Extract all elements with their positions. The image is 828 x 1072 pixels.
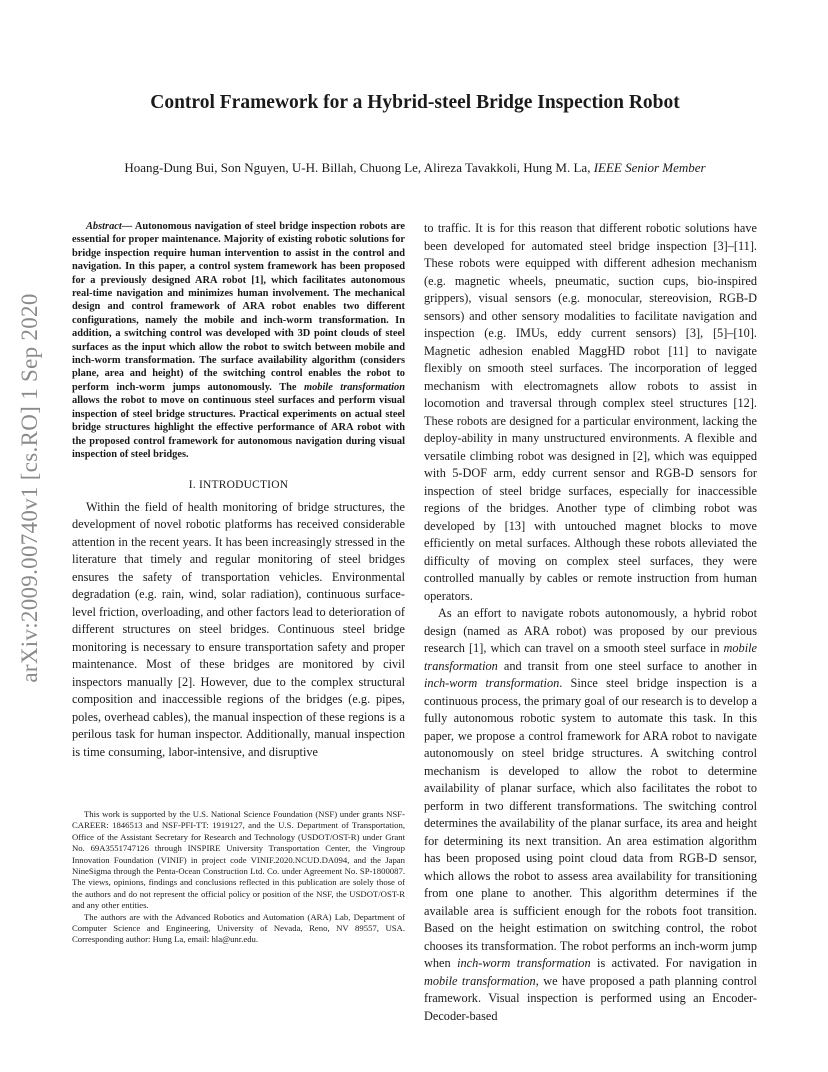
abstract-emphasis: mobile transformation xyxy=(303,381,405,393)
section-heading-introduction: I. INTRODUCTION xyxy=(188,479,289,492)
text-run: , we have proposed a path planning control framework. Visual inspection is performed using an Encoder-Decoder-based xyxy=(424,973,757,1023)
text-run: As an effort to navigate robots autonomously, a hybrid robot design (named as ARA robot) was proposed by our previous research [1], which can travel on a smooth steel surface in xyxy=(424,606,757,655)
text-run: is activated. For navigation in xyxy=(590,956,757,970)
body-paragraph-2 xyxy=(424,605,757,1025)
abstract-text-1: Autonomous navigation of steel bridge inspection robots are essential for proper maintenance. Majority of existing robotic solutions for bridge inspection require human intervention to assist in the control and navigation. In this paper, a control system framework has been proposed for a previously designed ARA robot [1], which facilitates autonomous real-time navigation and minimizes human involvement. The mechanical design and control framework of ARA robot enables two different configurations, namely the mobile and inch-worm transformation. In addition, a switching control was developed with 3D point clouds of steel surfaces as the input which allow the robot to switch between mobile and inch-worm transformation. The surface availability algorithm (considers plane, area and height) of the switching control enables the robot to perform inch-worm jumps autonomously. The xyxy=(72,221,405,393)
emphasis: inch-worm transformation xyxy=(424,676,560,690)
footnote-funding: This work is supported by the U.S. National Science Foundation (NSF) under grants NSF-CAREER: 1846513 and NSF-PFI-TT: 1919127, and the U.S. Department of Transportation, Office of the Assistant Secretary for Research and Technology (USDOT/OST-R) under Grant No. 69A3551747126 through INSPIRE University Transportation Center, the Vingroup Innovation Foundation (VINIF) in project code VINIF.2020.NCUD.DA094, and the Japan NineSigma through the Penta-Ocean Construction Ltd. Co. under Agreement No. SP-1800087. The views, opinions, findings and conclusions reflected in this publication are solely those of the authors and do not represent the official policy or position of the NSF, the USDOT/OST-R and any other entities. xyxy=(72,809,405,911)
author-names: Hoang-Dung Bui, Son Nguyen, U-H. Billah, Chuong Le, Alireza Tavakkoli, Hung M. La, xyxy=(124,160,591,175)
paper-title: Control Framework for a Hybrid-steel Bridge Inspection Robot xyxy=(150,92,680,113)
body-paragraph-1: to traffic. It is for this reason that different robotic solutions have been developed for automated steel bridge inspection [3]–[11]. These robots were equipped with different adhesion mechanism (e.g. magnetic wheels, pneumatic, suction cups, bio-inspired grippers), visual sensors (e.g. monocular, stereovision, RGB-D sensors) and other sensory modalities to facilitate navigation and inspection (e.g. IMUs, eddy current sensors) [3], [5]–[10]. Magnetic adhesion enabled MaggHD robot [11] to navigate flexibly on smooth steel surfaces. The incorporation of legged mechanism with electromagnets allow robots to assist in locomotion and traversal through complex steel structures [12]. These robots are designed for a particular environment, lacking the deploy-ability in many unstructured environments. A flexible and versatile climbing robot was designed in [2], which was equipped with 5-DOF arm, eddy current sensor and RGB-D sensors for inspection of steel bridge surfaces, especially for inaccessible regions of the bridges. Another type of climbing robot was developed by [13] with untouched magnet blocks to move efficiently on metal surfaces. Although these robots alleviated the difficulty of moving on complex steel surfaces, they were controlled manually by cables or remote instruction from human operators. xyxy=(424,221,757,603)
left-column xyxy=(72,220,405,761)
footnote-affiliation: The authors are with the Advanced Robotics and Automation (ARA) Lab, Department of Computer Science and Engineering, University of Nevada, Reno, NV 89557, USA. Corresponding author: Hung La, email: hla@unr.edu. xyxy=(72,911,405,945)
intro-paragraph: Within the field of health monitoring of bridge structures, the development of novel robotic platforms has received considerable attention in the recent years. It has been increasingly stressed in the literature that timely and regular monitoring of steel bridges ensures the safety of transportation vehicles. Environmental degradation (e.g. rain, wind, solar radiation), continuous surface-level friction, overloading, and other factors lead to deterioration of different structures on steel bridges. Continuous steel bridge monitoring is necessary to ensure transportation safety and proper maintenance. Most of these bridges are monitored by civil inspectors manually [2]. However, due to the complex structural composition and inaccessible regions of the bridges (e.g. pipes, poles, overhead cables), the manual inspection of these regions is a perilous task for human inspector. Additionally, manual inspection is time consuming, labor-intensive, and disruptive xyxy=(72,499,405,759)
abstract-text-2: allows the robot to move on continuous steel surfaces and perform visual inspection of steel bridge structures. Practical experiments on actual steel bridge structures highlight the effective performance of ARA robot with the proposed control framework for autonomous navigation during visual inspection of steel bridges. xyxy=(72,395,405,460)
emphasis: mobile transformation xyxy=(424,641,757,673)
emphasis: mobile transformation xyxy=(424,973,536,988)
emphasis: inch-worm transformation xyxy=(457,956,591,970)
abstract xyxy=(72,220,405,461)
footnotes xyxy=(72,809,405,946)
author-list xyxy=(40,160,790,176)
text-run: . Since steel bridge inspection is a continuous process, the primary goal of our research is to develop a fully autonomous robotic system to automate this task. In this paper, we propose a control framework for ARA robot to navigate autonomously on steel bridge structures. A switching control mechanism is developed to allow the robot to determine availability of planar surface, which also facilitates the robot to perform in two different transformations. The switching control determines the availability of the planar surface, its area and height for determining its next transition. An area estimation algorithm has been proposed using point cloud data from RGB-D sensor, which allows the robot to assess area availability for transitioning from one plane to another. This algorithm determines if the available area is sufficient enough for the robots foot transition. Based on the height estimation on switching control, the robot chooses its transformation. The robot performs an inch-worm jump when xyxy=(424,676,757,970)
abstract-dash: — xyxy=(121,221,135,232)
right-column xyxy=(424,220,757,1025)
author-role: IEEE Senior Member xyxy=(593,160,706,175)
arxiv-identifier[interactable]: arXiv:2009.00740v1 [cs.RO] 1 Sep 2020 xyxy=(17,293,42,683)
abstract-label: Abstract xyxy=(86,221,122,232)
text-run: and transit from one steel surface to another in xyxy=(497,658,757,673)
